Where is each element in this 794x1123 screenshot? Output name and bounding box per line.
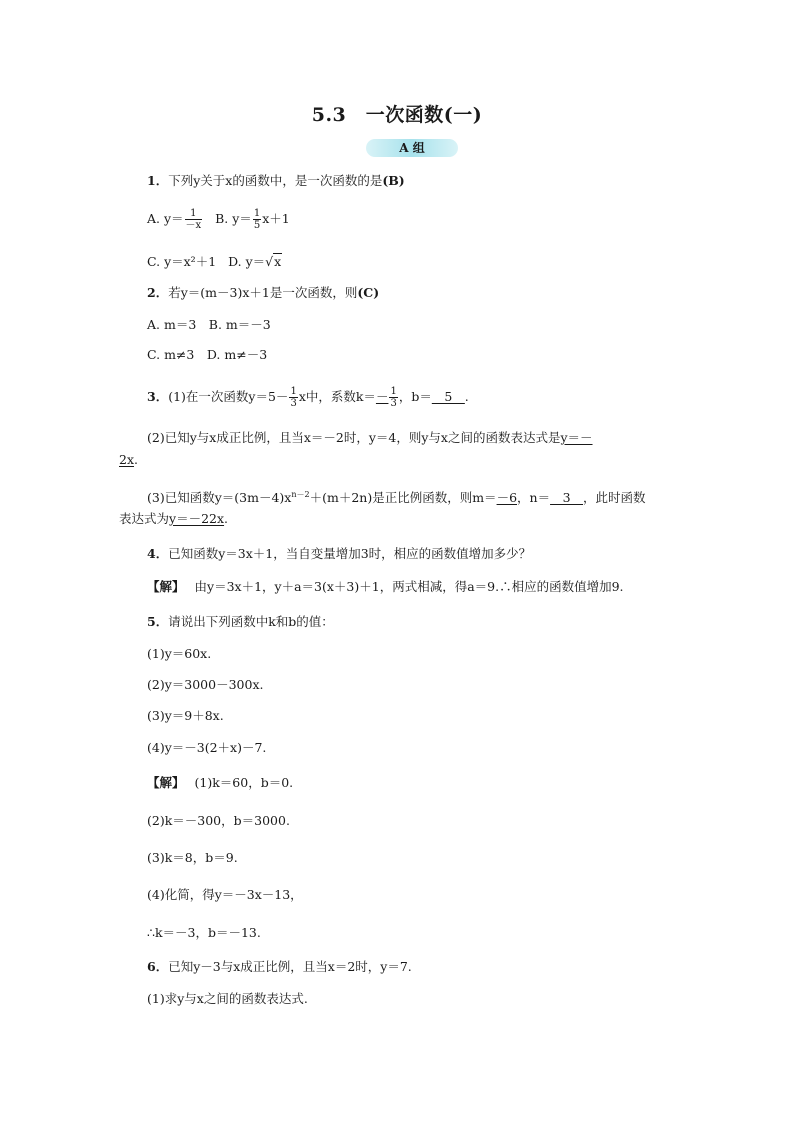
q5-solution-1 (147, 774, 293, 792)
q1-optA-label: A. y＝ (147, 211, 184, 226)
q4-text: 已知函数y＝3x＋1，当自变量增加3时，相应的函数值增加多少？ (168, 546, 532, 561)
q6-number: 6． (147, 959, 169, 974)
q5-number: 5． (147, 614, 169, 629)
q3-p2-answer-a: y＝－ (560, 430, 593, 445)
q1-options-ab (147, 208, 290, 231)
q1-optB-label: B. y＝ (215, 211, 252, 226)
q6-text: 已知y－3与x成正比例，且当x＝2时，y＝7. (168, 959, 412, 974)
q5-solution-3: (3)k＝8，b＝9. (147, 850, 238, 865)
q1-optB-fraction: $\frac{1}{5}$ (253, 208, 261, 231)
q2-number: 2． (147, 285, 169, 300)
q3-p3-text-a: (3)已知函数y＝(3m－4)x (147, 490, 292, 506)
q6-part1: (1)求y与x之间的函数表达式. (147, 991, 308, 1006)
q3-p1-b-answer: __5__ (431, 389, 465, 404)
q3-p1-end: . (464, 389, 469, 404)
q5-solution-4b: ∴k＝－3，b＝－13. (147, 925, 261, 940)
q5-solution-2: (2)k＝－300，b＝3000. (147, 813, 290, 828)
q2-options-cd: C. m≠3 D. m≠－3 (147, 347, 268, 362)
q5-text: 请说出下列函数中k和b的值： (168, 614, 334, 629)
q5-solution-4a: (4)化简，得y＝－3x－13， (147, 887, 303, 902)
q1-optC: C. y＝x²＋1 (147, 254, 217, 269)
q5-solution-1-text: (1)k＝60，b＝0. (194, 775, 294, 790)
q2-answer: (C) (357, 285, 380, 300)
q3-part1 (147, 386, 469, 409)
q3-p1-fraction: $\frac{1}{3}$ (290, 386, 297, 409)
q1-text: 下列y关于x的函数中，是一次函数的是 (168, 173, 383, 188)
q1-answer: (B) (382, 173, 405, 188)
q3-p1-text-a: (1)在一次函数y＝5－ (168, 389, 289, 404)
q4-solution-text: 由y＝3x＋1，y＋a＝3(x＋3)＋1，两式相减，得a＝9.∴相应的函数值增加9. (194, 579, 624, 594)
q5-item-4: (4)y＝－3(2＋x)－7. (147, 740, 267, 755)
q1-optB-tail: x＋1 (262, 211, 290, 226)
q4-number: 4． (147, 546, 169, 561)
q3-p3-n-answer: __3__ (550, 490, 584, 506)
group-badge: A 组 (366, 139, 458, 157)
q3-p1-text-c: ，b＝ (398, 389, 432, 404)
q5-item-3: (3)y＝9＋8x. (147, 708, 224, 723)
q3-p3-text-d: ，此时函数 (583, 490, 646, 506)
q5-item-1: (1)y＝60x. (147, 646, 212, 661)
page-title: 5.3 一次函数(一) (311, 104, 483, 126)
q1-optD-label: D. y＝ (228, 254, 266, 269)
q3-p3-expr-answer: y＝－22x (169, 511, 225, 526)
q1-optA-fraction: $\frac{1}{-x}$ (185, 208, 202, 231)
q3-part2-line1 (147, 429, 593, 447)
q2-text: 若y＝(m－3)x＋1是一次函数，则 (168, 285, 358, 300)
q3-part3-line2 (119, 510, 228, 528)
q3-part3-line1 (147, 486, 646, 507)
q3-number: 3． (147, 389, 169, 404)
q4-stem (147, 545, 531, 563)
q3-p3-exponent: n－2 (291, 490, 310, 499)
q6-stem (147, 958, 412, 976)
q4-solution-tag: 【解】 (147, 579, 185, 594)
q3-part2-line2 (119, 451, 138, 469)
q2-stem (147, 284, 379, 302)
q3-p2-end: . (134, 452, 138, 467)
q4-solution (147, 578, 624, 596)
q3-p1-k-answer: － $\frac{1}{3}$ (375, 386, 397, 409)
q3-p3-end: . (224, 511, 229, 526)
q5-solution-tag: 【解】 (147, 775, 185, 790)
q3-p2-text: (2)已知y与x成正比例，且当x＝－2时，y＝4，则y与x之间的函数表达式是 (147, 430, 561, 445)
q1-stem (147, 172, 405, 190)
q3-p2-answer-b: 2x (119, 452, 135, 467)
q1-options-cd (147, 253, 282, 271)
q3-p1-text-b: x中，系数k＝ (298, 389, 376, 404)
q5-item-2: (2)y＝3000－300x. (147, 677, 264, 692)
q3-p3-text-b: ＋(m＋2n)是正比例函数，则m＝ (309, 490, 497, 506)
q2-options-ab: A. m＝3 B. m＝－3 (147, 317, 271, 332)
q3-p3-text-c: ，n＝ (517, 490, 551, 506)
sqrt-icon: √x (265, 254, 282, 269)
q3-p3-m-answer: －6 (496, 490, 518, 506)
q3-p3-text-e: 表达式为 (119, 511, 170, 526)
q1-number: 1． (147, 173, 169, 188)
q5-stem (147, 613, 334, 631)
